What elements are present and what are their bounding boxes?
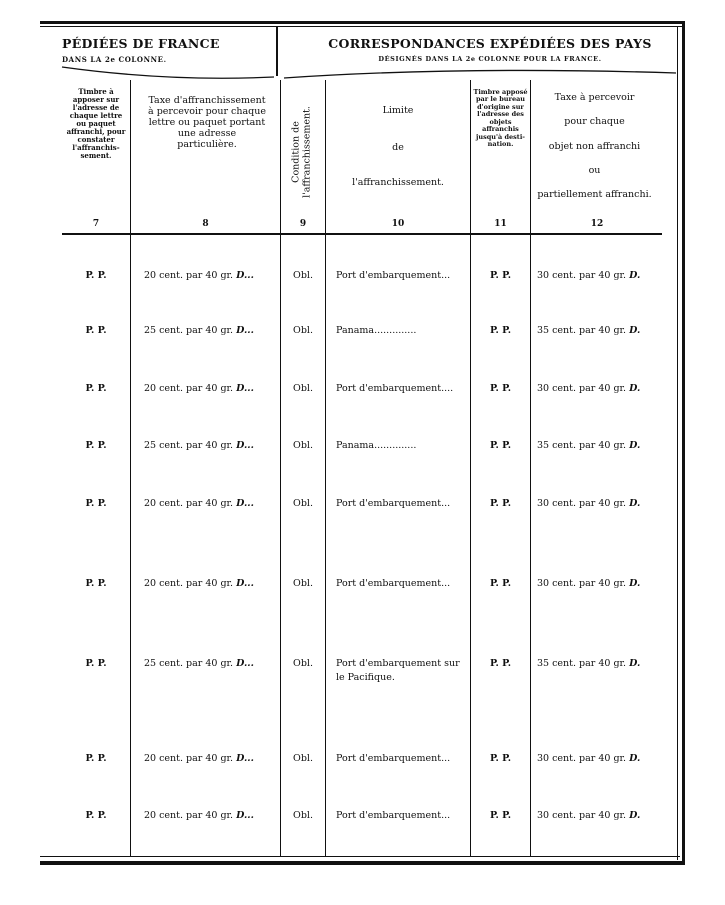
row-stamp: P. P. [85,383,107,394]
row-tax-unit: D... [236,810,254,821]
row-due [537,270,640,281]
col-number-8: 8 [202,219,209,229]
col-12-header-line-1: Taxe à percevoir [554,92,635,103]
row-origin-stamp: P. P. [489,270,512,281]
header-brace-lines [40,64,685,84]
col-12-header-line-3: objet non affranchi [548,141,641,152]
row-due-text: 30 cent. par 40 gr. [537,753,627,764]
col-12-header-line-4: ou [588,165,601,176]
col-10-header-bottom: l'affranchissement. [352,177,444,188]
col-rule-2 [280,80,281,856]
row-limit: Port d'embarquement... [336,578,451,589]
row-due-text: 30 cent. par 40 gr. [537,498,627,509]
row-condition: Obl. [293,810,313,821]
row-tax [144,440,254,451]
col-10-header-top: Limite [382,105,414,116]
row-tax [144,753,254,764]
row-tax [144,578,254,589]
row-limit: Port d'embarquement... [336,270,451,281]
left-section-subtitle: DANS LA 2e COLONNE. [62,55,167,64]
col-12-header-line-5: partiellement affranchi. [537,189,652,200]
row-limit: Port d'embarquement.... [336,383,454,394]
row-due [537,578,640,589]
row-due-unit: D. [629,810,641,821]
col-8-header: Taxe d'affranchissement à percevoir pour chaque lettre ou paquet portant une adresse particulière. [148,95,266,150]
row-condition: Obl. [293,440,313,451]
col-rule-3 [325,80,326,856]
col-number-9: 9 [299,219,307,229]
row-limit-line-2: le Pacifique. [336,672,395,683]
col-12-header-line-2: pour chaque [564,116,625,127]
row-tax-unit: D... [236,383,254,394]
row-condition: Obl. [293,383,313,394]
row-stamp: P. P. [85,753,107,764]
row-limit: Port d'embarquement sur [336,658,460,669]
col-number-12: 12 [590,219,604,229]
right-border [682,21,685,865]
row-condition: Obl. [293,270,313,281]
row-tax-text: 20 cent. par 40 gr. [144,753,234,764]
row-stamp: P. P. [85,270,107,281]
row-origin-stamp: P. P. [489,658,512,669]
col-10-header-mid: de [392,142,404,153]
bottom-border-thick [40,861,685,865]
bottom-border-thin [40,856,680,857]
row-tax-text: 20 cent. par 40 gr. [144,270,234,281]
row-tax [144,810,254,821]
row-due-unit: D. [629,270,641,281]
row-limit: Port d'embarquement... [336,810,451,821]
row-stamp: P. P. [85,810,107,821]
col-number-10: 10 [391,219,405,229]
row-due [537,658,640,669]
right-section-subtitle: DÉSIGNÉS DANS LA 2e COLONNE POUR LA FRANCE. [378,55,602,63]
right-section-title: CORRESPONDANCES EXPÉDIÉES DES PAYS [328,36,652,51]
row-tax-text: 20 cent. par 40 gr. [144,498,234,509]
row-due [537,810,640,821]
row-due-unit: D. [629,325,641,336]
row-origin-stamp: P. P. [489,440,512,451]
row-stamp: P. P. [85,658,107,669]
row-limit: Panama.............. [336,325,417,336]
row-stamp: P. P. [85,498,107,509]
row-tax-text: 25 cent. par 40 gr. [144,658,234,669]
row-limit: Panama.............. [336,440,417,451]
row-tax-unit: D... [236,270,254,281]
top-border-thick [40,21,685,24]
row-due-unit: D. [629,658,641,669]
row-stamp: P. P. [85,440,107,451]
row-stamp: P. P. [85,578,107,589]
row-due [537,753,640,764]
col-rule-1 [130,80,131,856]
row-due [537,383,640,394]
row-tax-text: 20 cent. par 40 gr. [144,578,234,589]
row-tax-text: 20 cent. par 40 gr. [144,383,234,394]
row-due-unit: D. [629,753,641,764]
row-tax-unit: D... [236,325,254,336]
row-due-text: 30 cent. par 40 gr. [537,383,627,394]
col-number-7: 7 [92,219,100,229]
col-rule-4 [470,80,471,856]
col-7-header: Timbre à apposer sur l'adresse de chaque lettre ou paquet affranchi, pour constater l'affranchis- sement. [66,87,126,161]
row-due-unit: D. [629,578,641,589]
row-tax [144,498,254,509]
row-origin-stamp: P. P. [489,383,512,394]
row-tax-unit: D... [236,658,254,669]
left-section-title: PÉDIÉES DE FRANCE [62,36,220,51]
row-tax [144,325,254,336]
row-origin-stamp: P. P. [489,753,512,764]
row-due [537,440,640,451]
col-9-label: Condition de l'affranchissement. [290,106,313,198]
col-number-11: 11 [494,219,507,229]
row-origin-stamp: P. P. [489,325,512,336]
row-origin-stamp: P. P. [489,578,512,589]
col-11-header: Timbre apposé par le bureau d'origine sur l'adresse des objets affranchis jusqu'à desti- nation. [473,88,528,149]
row-due-text: 30 cent. par 40 gr. [537,578,627,589]
row-condition: Obl. [293,498,313,509]
col-rule-5 [530,80,531,856]
row-due [537,325,640,336]
row-tax [144,658,254,669]
row-tax-unit: D... [236,498,254,509]
row-tax-text: 25 cent. par 40 gr. [144,325,234,336]
row-condition: Obl. [293,753,313,764]
row-due [537,498,640,509]
row-due-unit: D. [629,440,641,451]
row-due-text: 35 cent. par 40 gr. [537,658,627,669]
row-tax-unit: D... [236,578,254,589]
row-tax-text: 25 cent. par 40 gr. [144,440,234,451]
row-stamp: P. P. [85,325,107,336]
row-tax [144,383,254,394]
row-due-text: 35 cent. par 40 gr. [537,325,627,336]
col-9-header [282,94,322,210]
row-due-text: 30 cent. par 40 gr. [537,810,627,821]
row-tax-unit: D... [236,753,254,764]
row-condition: Obl. [293,578,313,589]
row-due-text: 35 cent. par 40 gr. [537,440,627,451]
row-due-unit: D. [629,383,641,394]
header-bottom-rule [62,233,662,235]
row-origin-stamp: P. P. [489,810,512,821]
row-origin-stamp: P. P. [489,498,512,509]
row-limit: Port d'embarquement... [336,498,451,509]
row-condition: Obl. [293,658,313,669]
top-border-thin [40,26,685,27]
row-tax [144,270,254,281]
row-due-unit: D. [629,498,641,509]
row-limit: Port d'embarquement... [336,753,451,764]
row-tax-unit: D... [236,440,254,451]
right-border-thin [677,26,678,860]
row-tax-text: 20 cent. par 40 gr. [144,810,234,821]
row-condition: Obl. [293,325,313,336]
row-due-text: 30 cent. par 40 gr. [537,270,627,281]
